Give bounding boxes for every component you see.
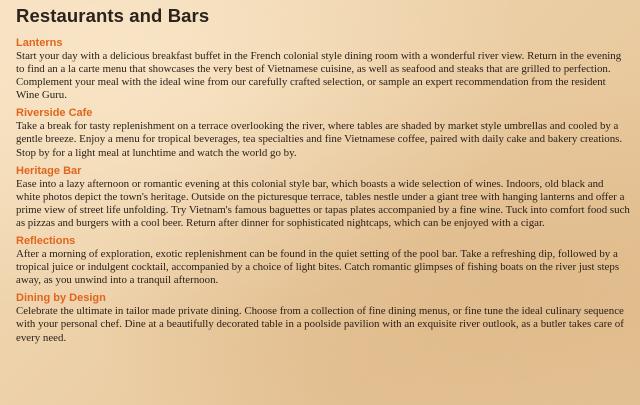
section-reflections [16,235,630,287]
section-heading-reflections: Reflections [16,235,76,248]
section-body-lanterns: Start your day with a delicious breakfast buffet in the French colonial style dining room with a wonderful river view. Return in the evening to find an a la carte menu that showcases the very best of Vietnamese cuisine, as well as seafood and steaks that are grilled to perfection. Complement your meal with the ideal wine from our carefully crafted selection, or sample an expert recommendation from the resident Wine Guru. [16,50,622,102]
page-title: Restaurants and Bars [16,5,210,26]
section-heading-dining-by-design: Dining by Design [16,292,106,305]
section-dining-by-design [16,292,630,344]
section-body-dining-by-design: Celebrate the ultimate in tailor made private dining. Choose from a collection of fine dining menus, or fine tune the ideal culinary sequence with your personal chef. Dine at a beautifully decorated table in a poolside pavilion with an exquisite river outlook, as a butler takes care of every need. [16,305,624,344]
section-body-reflections: After a morning of exploration, exotic replenishment can be found in the quiet setting of the pool bar. Take a refreshing dip, followed by a tropical juice or indulgent cocktail, accompanied by a choice of light bites. Catch romantic glimpses of fishing boats on the river just steps away, as you unwind into a tranquil afternoon. [16,248,620,287]
section-body-heritage-bar: Ease into a lazy afternoon or romantic evening at this colonial style bar, which boasts a wide selection of wines. Indoors, old black and white photos depict the town's heritage. Outside on the picturesque terrace, tables nestle under a giant tree with hanging lanterns and offer a prime view of street life unfolding. Try Vietnam's famous baguettes or tapas plates accompanied by a fine wine. Tuck into comfort food such as pizzas and burgers with a cool beer. Return after dinner for sophisticated nightcaps, which can be enjoyed with a cigar. [16,177,630,229]
section-heading-lanterns: Lanterns [16,37,63,49]
section-heritage-bar [16,165,630,230]
section-heading-heritage-bar: Heritage Bar [16,164,82,177]
section-lanterns [16,37,630,102]
restaurants-and-bars-page [16,4,630,350]
section-riverside-cafe [16,107,630,159]
section-heading-riverside-cafe: Riverside Cafe [16,107,93,120]
section-body-riverside-cafe: Take a break for tasty replenishment on a terrace overlooking the river, where tables are shaded by market style umbrellas and cooled by a gentle breeze. Enjoy a menu for tropical beverages, tea specialties and fine Vietnamese coffee, paired with daily cake and bakery creations. Stop by for a light meal at lunchtime and watch the world go by. [16,120,623,159]
